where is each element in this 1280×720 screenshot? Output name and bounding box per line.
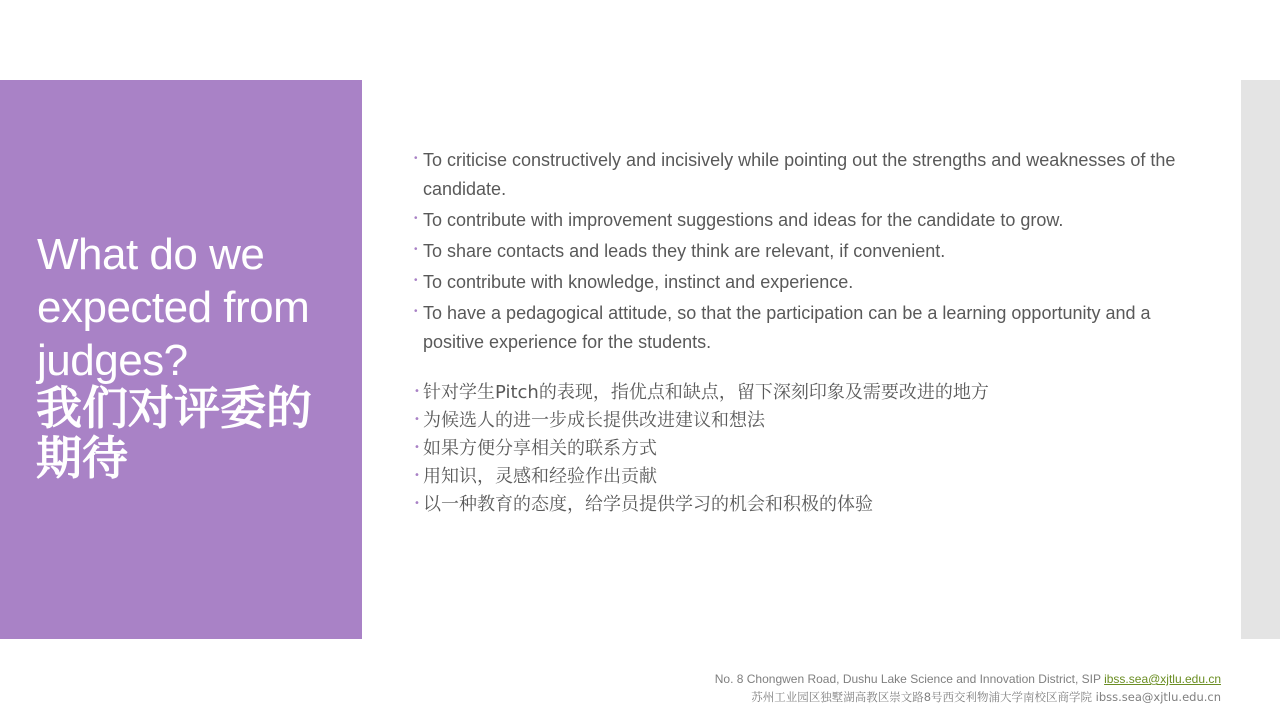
footer-line-english	[715, 670, 1221, 688]
list-item: • 用知识，灵感和经验作出贡献	[414, 463, 1194, 491]
side-strip	[1241, 80, 1280, 639]
list-item: • To criticise constructively and incisively while pointing out the strengths and weaknesses of the candidate.	[414, 146, 1194, 204]
list-item: • 如果方便分享相关的联系方式	[414, 435, 1194, 463]
bullet-dot-icon: •	[414, 414, 420, 425]
footer-address-chinese: 苏州工业园区独墅湖高教区崇文路8号西交利物浦大学南校区商学院 ibss.sea@xjtlu.edu.cn	[751, 690, 1221, 704]
bullet-dot-icon: •	[414, 275, 418, 286]
bullet-dot-icon: •	[414, 470, 420, 481]
list-item: • To contribute with improvement suggestions and ideas for the candidate to grow.	[414, 206, 1194, 235]
content-area	[414, 146, 1194, 519]
bullet-dot-icon: •	[414, 386, 420, 397]
chinese-bullet-list	[414, 379, 1194, 519]
bullet-dot-icon: •	[414, 153, 418, 164]
english-bullet-list	[414, 146, 1194, 357]
slide-title-chinese: 我们对评委的期待	[36, 381, 312, 485]
bullet-dot-icon: •	[414, 442, 420, 453]
list-item: • 以一种教育的态度，给学员提供学习的机会和积极的体验	[414, 491, 1194, 519]
bullet-dot-icon: •	[414, 213, 418, 224]
list-item: • 针对学生Pitch的表现，指优点和缺点，留下深刻印象及需要改进的地方	[414, 379, 1194, 407]
footer-address-english: No. 8 Chongwen Road, Dushu Lake Science and Innovation District, SIP	[714, 672, 1101, 686]
footer	[715, 670, 1221, 706]
list-item: • To share contacts and leads they think are relevant, if convenient.	[414, 237, 1194, 266]
list-item: • 为候选人的进一步成长提供改进建议和想法	[414, 407, 1194, 435]
bullet-dot-icon: •	[414, 306, 418, 317]
slide-title-english: What do we expected from judges?	[37, 230, 310, 385]
email-link[interactable]: ibss.sea@xjtlu.edu.cn	[1104, 672, 1221, 686]
list-item: • To contribute with knowledge, instinct and experience.	[414, 268, 1194, 297]
bullet-dot-icon: •	[414, 244, 418, 255]
bullet-dot-icon: •	[414, 498, 420, 509]
list-item: • To have a pedagogical attitude, so that the participation can be a learning opportunity and a positive experience for the students.	[414, 299, 1194, 357]
